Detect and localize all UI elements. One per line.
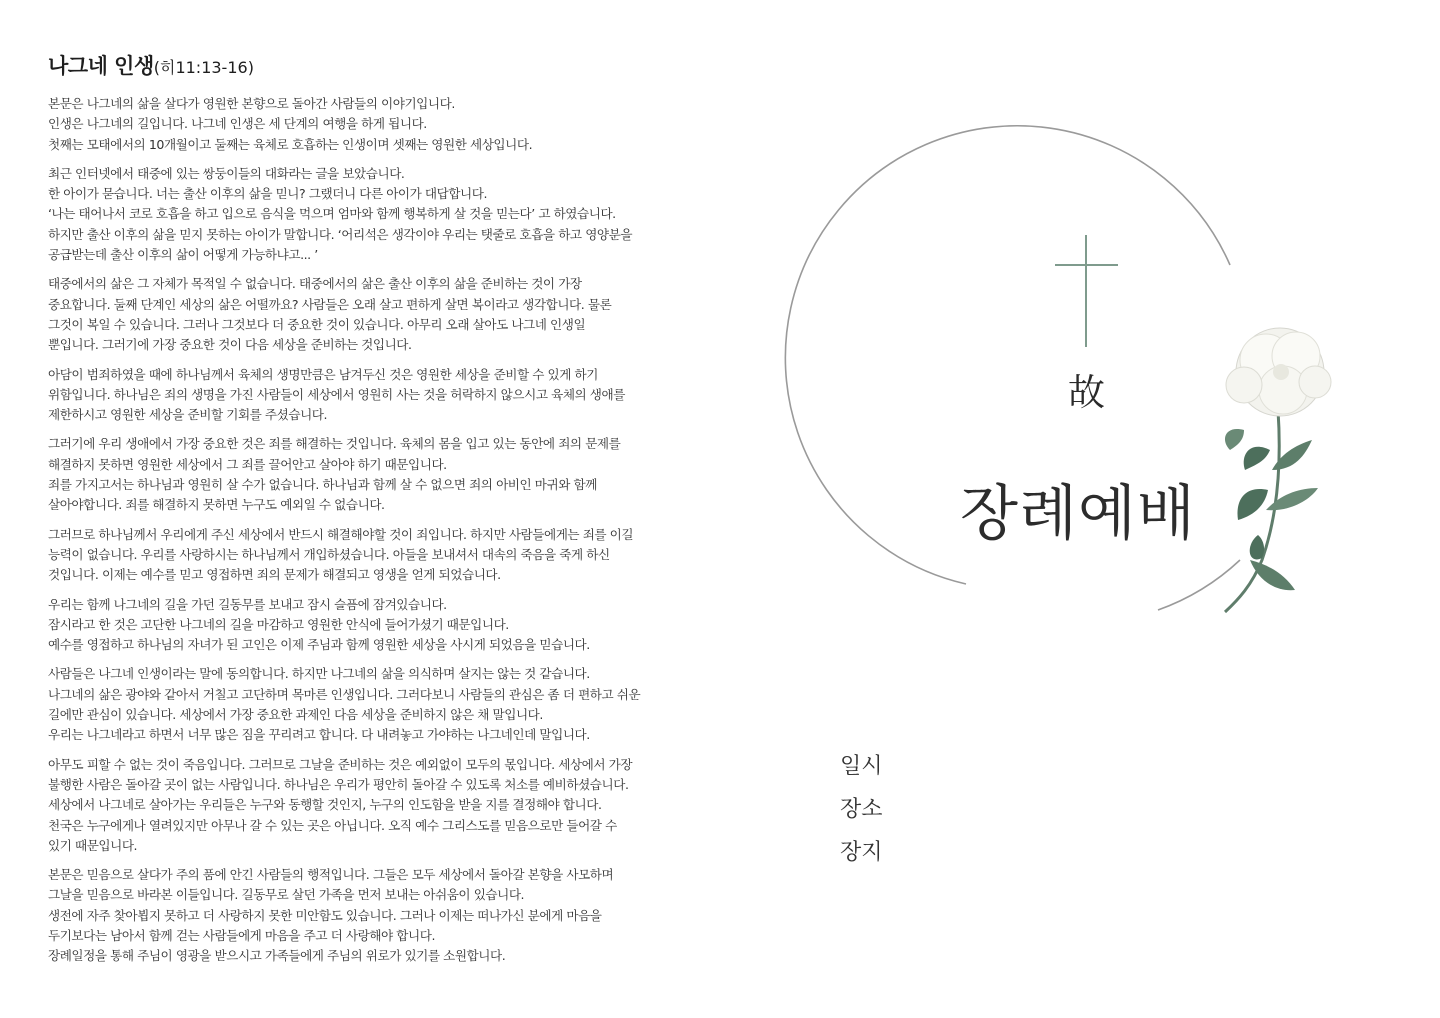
sermon-line: 그러므로 하나님께서 우리에게 주신 세상에서 반드시 해결해야할 것이 죄입니다. 하지만 사람들에게는 죄를 이길 [48, 526, 634, 542]
sermon-line: 아담이 범죄하였을 때에 하나님께서 육체의 생명만큼은 남겨두신 것은 영원한 세상을 준비할 수 있게 하기 [48, 366, 598, 382]
sermon-line: 길에만 관심이 있습니다. 세상에서 가장 중요한 과제인 다음 세상을 준비하지 않은 채 말입니다. [48, 707, 543, 723]
circle-frame-lower [1158, 560, 1240, 610]
deceased-mark: 故 [1068, 371, 1105, 414]
sermon-line: 불행한 사람은 돌아갈 곳이 없는 사람입니다. 하나님은 우리가 평안히 돌아갈 수 있도록 처소를 예비하셨습니다. [48, 776, 629, 792]
sermon-line: 아무도 피할 수 없는 것이 죽음입니다. 그러므로 그날을 준비하는 것은 예외없이 모두의 몫입니다. 세상에서 가장 [48, 756, 633, 772]
sermon-line: 우리는 나그네라고 하면서 너무 많은 짐을 꾸리려고 합니다. 다 내려놓고 가야하는 나그네인데 말입니다. [48, 727, 590, 743]
info-label-datetime: 일시 [840, 754, 883, 779]
sermon-line: 우리는 함께 나그네의 길을 가던 길동무를 보내고 잠시 슬픔에 잠겨있습니다. [48, 596, 447, 612]
sermon-line: 해결하지 못하면 영원한 세상에서 그 죄를 끌어안고 살아야 하기 때문입니다. [48, 456, 447, 472]
sermon-line: 한 아이가 묻습니다. 너는 출산 이후의 삶을 믿니? 그랬더니 다른 아이가 대답합니다. [48, 186, 488, 202]
sermon-line: 태중에서의 삶은 그 자체가 목적일 수 없습니다. 태중에서의 삶은 출산 이후의 삶을 준비하는 것이 가장 [48, 276, 582, 292]
sermon-line: 본문은 나그네의 삶을 살다가 영원한 본향으로 돌아간 사람들의 이야기입니다. [48, 96, 455, 111]
sermon-line: 그날을 믿음으로 바라본 이들입니다. 길동무로 살던 가족을 먼저 보내는 아쉬움이 있습니다. [48, 887, 525, 903]
chrysanthemum-flower [1225, 328, 1331, 612]
sermon-line: 그것이 복일 수 있습니다. 그러나 그것보다 더 중요한 것이 있습니다. 아무리 오래 살아도 나그네 인생일 [48, 316, 586, 332]
sermon-line: 능력이 없습니다. 우리를 사랑하시는 하나님께서 개입하셨습니다. 아들을 보내셔서 대속의 죽음을 죽게 하신 [48, 546, 610, 562]
sermon-line: 죄를 가지고서는 하나님과 영원히 살 수가 없습니다. 하나님과 함께 살 수 없으면 죄의 아비인 마귀와 함께 [48, 477, 597, 493]
sermon-line: 살아야합니다. 죄를 해결하지 못하면 누구도 예외일 수 없습니다. [48, 497, 385, 513]
sermon-line: 하지만 출산 이후의 삶을 믿지 못하는 아이가 말합니다. ‘어리석은 생각이야 우리는 탯줄로 호흡을 하고 영양분을 [48, 226, 633, 242]
sermon-line: 본문은 믿음으로 살다가 주의 품에 안긴 사람들의 행적입니다. 그들은 모두 세상에서 돌아갈 본향을 사모하며 [48, 867, 614, 883]
sermon-line: 천국은 누구에게나 열려있지만 아무나 갈 수 있는 곳은 아닙니다. 오직 예수 그리스도를 믿음으로만 들어갈 수 [48, 817, 617, 833]
sermon-line: 첫째는 모태에서의 10개월이고 둘째는 육체로 호흡하는 인생이며 셋째는 영원한 세상입니다. [48, 136, 533, 152]
sermon-line: 생전에 자주 찾아뵙지 못하고 더 사랑하지 못한 미안함도 있습니다. 그러나 이제는 떠나가신 분에게 마음을 [48, 907, 602, 923]
sermon-line: 잠시라고 한 것은 고단한 나그네의 길을 마감하고 영원한 안식에 들어가셨기 때문입니다. [48, 616, 509, 632]
service-info [840, 745, 883, 874]
sermon-line: 나그네의 삶은 광야와 같아서 거칠고 고단하며 목마른 인생입니다. 그러다보니 사람들의 관심은 좀 더 편하고 쉬운 [48, 686, 641, 702]
sermon-line: 중요합니다. 둘째 단계인 세상의 삶은 어떨까요? 사람들은 오래 살고 편하게 살면 복이라고 생각합니다. 물론 [48, 296, 612, 312]
sermon-line: 그러기에 우리 생애에서 가장 중요한 것은 죄를 해결하는 것입니다. 육체의 몸을 입고 있는 동안에 죄의 문제를 [48, 436, 621, 452]
sermon-line: 최근 인터넷에서 태중에 있는 쌍둥이들의 대화라는 글을 보았습니다. [48, 165, 405, 181]
sermon-line: 세상에서 나그네로 살아가는 우리들은 누구와 동행할 것인지, 누구의 인도함을 받을 지를 결정해야 합니다. [48, 797, 602, 813]
sermon-line: 사람들은 나그네 인생이라는 말에 동의합니다. 하지만 나그네의 삶을 의식하며 살지는 않는 것 같습니다. [48, 666, 590, 682]
sermon-line: 있기 때문입니다. [48, 837, 138, 853]
sermon-line: 뿐입니다. 그러기에 가장 중요한 것이 다음 세상을 준비하는 것입니다. [48, 337, 412, 353]
cross-icon [1055, 235, 1118, 347]
sermon-line: 제한하시고 영원한 세상을 준비할 기회를 주셨습니다. [48, 407, 328, 423]
sermon-title-text: 나그네 인생 [48, 54, 154, 78]
sermon-line: 공급받는데 출산 이후의 삶이 어떻게 가능하냐고... ’ [48, 247, 318, 263]
sermon-line: 것입니다. 이제는 예수를 믿고 영접하면 죄의 문제가 해결되고 영생을 얻게 되었습니다. [48, 567, 501, 583]
sermon-line: 인생은 나그네의 길입니다. 나그네 인생은 세 단계의 여행을 하게 됩니다. [48, 116, 427, 132]
sermon-line: 위함입니다. 하나님은 죄의 생명을 가진 사람들이 세상에서 영원히 사는 것을 허락하지 않으시고 육체의 생애를 [48, 386, 625, 402]
sermon-line: ‘나는 태어나서 코로 호흡을 하고 입으로 음식을 먹으며 엄마와 함께 행복하게 살 것을 믿는다’ 고 하였습니다. [48, 206, 616, 222]
sermon-line: 예수를 영접하고 하나님의 자녀가 된 고인은 이제 주님과 함께 영원한 세상을 사시게 되었음을 믿습니다. [48, 637, 590, 653]
sermon-line: 장례일정을 통해 주님이 영광을 받으시고 가족들에게 주님의 위로가 있기를 소원합니다. [48, 948, 506, 964]
info-label-location: 장소 [840, 797, 883, 822]
service-title: 장례예배 [960, 479, 1196, 549]
info-label-burial-site: 장지 [840, 840, 883, 865]
sermon-line: 두기보다는 남아서 함께 걷는 사람들에게 마음을 주고 더 사랑해야 합니다. [48, 927, 435, 943]
scripture-reference: (히11:13-16) [153, 58, 254, 77]
